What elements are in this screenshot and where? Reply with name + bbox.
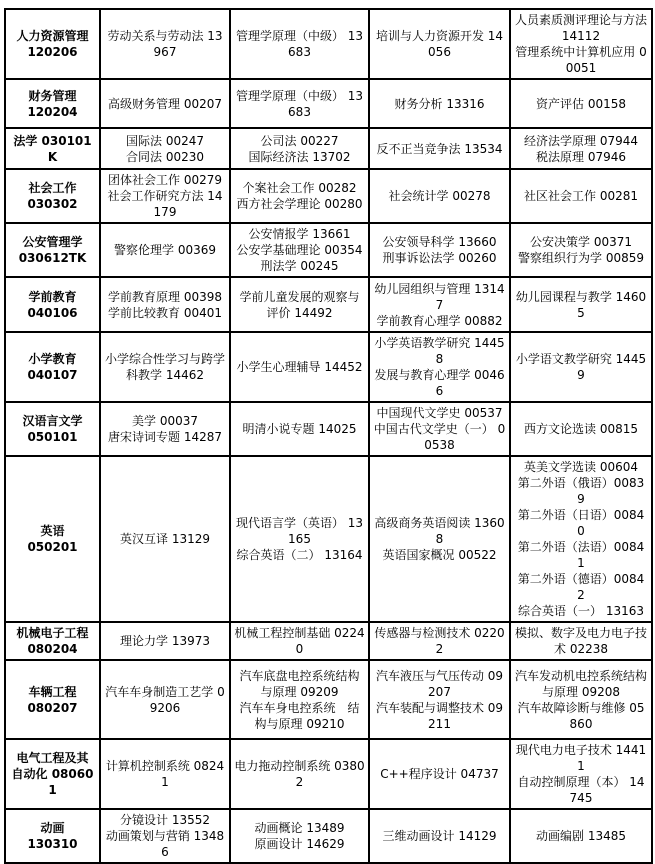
course-cell <box>369 9 510 79</box>
table-row <box>5 660 652 739</box>
course-cell <box>369 223 510 277</box>
course-cell <box>100 277 230 332</box>
course-entry: 动画编剧 13485 <box>536 829 626 843</box>
course-entry: 原画设计 14629 <box>254 837 345 851</box>
course-cell <box>100 79 230 128</box>
course-cell <box>230 402 369 456</box>
course-cell <box>510 332 652 402</box>
course-entry: 公安情报学 13661 <box>248 227 351 241</box>
course-entry: 公安学基础理论 00354 <box>236 243 363 257</box>
major-label-line: 电气工程及其 <box>16 751 89 765</box>
course-cell <box>369 456 510 622</box>
major-cell <box>5 809 100 863</box>
course-entry: 反不正当竞争法 13534 <box>376 141 503 156</box>
major-cell <box>5 9 100 79</box>
major-label-line: 050201 <box>27 540 78 554</box>
table-row <box>5 456 652 622</box>
major-cell <box>5 402 100 456</box>
course-cell <box>369 739 510 809</box>
table-row <box>5 128 652 169</box>
course-cell <box>230 622 369 660</box>
course-entry: 管理系统中计算机应用 00051 <box>515 45 647 75</box>
course-entry: 刑事诉讼法学 00260 <box>382 251 497 265</box>
course-entry: 机械工程控制基础 02240 <box>234 626 365 656</box>
course-entry: 计算机控制系统 08241 <box>105 759 225 789</box>
course-cell <box>100 223 230 277</box>
course-entry: 汽车故障诊断与维修 05860 <box>517 700 645 731</box>
course-entry: 幼儿园课程与教学 14605 <box>515 289 647 320</box>
exam-course-table-body <box>5 9 652 863</box>
course-cell <box>230 332 369 402</box>
course-entry: 税法原理 07946 <box>536 149 626 164</box>
major-cell <box>5 739 100 809</box>
major-cell <box>5 128 100 169</box>
course-entry: 现代语言学（英语） 13165 <box>235 516 364 546</box>
table-row <box>5 332 652 402</box>
course-entry: 学前教育原理 00398 <box>108 289 222 304</box>
course-entry: 资产评估 00158 <box>536 96 626 111</box>
course-entry: 自动控制原理（本） 14745 <box>517 775 645 805</box>
course-entry: 高级商务英语阅读 13608 <box>374 516 505 546</box>
course-cell <box>369 622 510 660</box>
course-entry: 中国古代文学史（一） 00538 <box>373 422 506 452</box>
course-entry: 汽车底盘电控系统结构与原理 09209 <box>239 668 360 699</box>
course-cell <box>369 169 510 223</box>
table-row <box>5 79 652 128</box>
course-entry: 合同法 00230 <box>126 149 204 164</box>
major-label-line: 英语 <box>40 524 65 538</box>
major-cell <box>5 223 100 277</box>
course-entry: 动画策划与营销 13486 <box>105 829 225 859</box>
course-cell <box>230 169 369 223</box>
course-entry: 幼儿园组织与管理 13147 <box>374 281 505 312</box>
course-cell <box>369 809 510 863</box>
course-entry: 国际法 00247 <box>126 133 204 148</box>
major-label-line: 040107 <box>27 368 78 382</box>
course-cell <box>100 660 230 739</box>
course-entry: 财务分析 13316 <box>394 96 485 111</box>
major-label-line: 学前教育 <box>28 289 77 304</box>
course-entry: 理论力学 13973 <box>120 634 210 648</box>
major-label-line: 自动化 080601 <box>11 767 94 797</box>
course-entry: 中国现代文学史 00537 <box>376 406 503 420</box>
table-row <box>5 277 652 332</box>
course-entry: 现代电力电子技术 14411 <box>515 743 647 773</box>
course-cell <box>230 223 369 277</box>
course-cell <box>510 223 652 277</box>
course-cell <box>369 277 510 332</box>
course-cell <box>100 739 230 809</box>
course-cell <box>510 128 652 169</box>
major-label-line: 人力资源管理 <box>16 29 89 43</box>
course-entry: 高级财务管理 00207 <box>108 96 222 111</box>
course-entry: 电力拖动控制系统 03802 <box>234 759 365 789</box>
major-label-line: 030302 <box>27 197 78 211</box>
course-entry: 传感器与检测技术 02202 <box>374 626 505 656</box>
course-entry: 警察组织行为学 00859 <box>518 251 644 265</box>
course-cell <box>510 660 652 739</box>
course-entry: 美学 00037 <box>132 414 198 428</box>
major-label-line: 080207 <box>27 700 78 715</box>
course-entry: 唐宋诗词专题 14287 <box>108 430 222 444</box>
major-label-line: 机械电子工程 <box>16 626 89 640</box>
course-cell <box>100 809 230 863</box>
course-entry: 团体社会工作 00279 <box>108 173 222 187</box>
course-cell <box>230 660 369 739</box>
major-label-line: 汉语言文学 <box>22 414 83 428</box>
course-entry: 第二外语（日语）00840 <box>517 508 645 538</box>
major-label-line: 动画 <box>40 821 65 835</box>
course-cell <box>230 79 369 128</box>
course-cell <box>510 622 652 660</box>
major-label-line: 130310 <box>27 837 78 851</box>
course-cell <box>100 456 230 622</box>
course-entry: 学前教育心理学 00882 <box>376 313 503 328</box>
course-entry: 汽车装配与调整技术 09211 <box>375 700 504 731</box>
major-label-line: 小学教育 <box>28 352 77 366</box>
course-cell <box>510 402 652 456</box>
course-entry: 社区社会工作 00281 <box>524 189 638 203</box>
course-entry: 明清小说专题 14025 <box>242 422 357 436</box>
course-cell <box>230 9 369 79</box>
table-row <box>5 169 652 223</box>
course-cell <box>100 128 230 169</box>
course-entry: 社会工作研究方法 14179 <box>107 189 223 219</box>
course-entry: 英汉互译 13129 <box>120 532 210 546</box>
major-label-line: 080204 <box>27 642 78 656</box>
course-cell <box>369 332 510 402</box>
course-entry: 小学英语教学研究 14458 <box>374 336 505 366</box>
table-row <box>5 223 652 277</box>
course-cell <box>100 9 230 79</box>
exam-course-table <box>4 8 653 864</box>
course-cell <box>230 277 369 332</box>
major-label-line: 社会工作 <box>28 181 77 195</box>
major-label-line: 120206 <box>27 45 78 59</box>
course-cell <box>230 809 369 863</box>
course-entry: 个案社会工作 00282 <box>242 181 357 195</box>
course-cell <box>369 128 510 169</box>
course-entry: 刑法学 00245 <box>260 259 339 273</box>
course-entry: 学前比较教育 00401 <box>108 305 222 320</box>
course-entry: 公安领导科学 13660 <box>382 235 497 249</box>
course-entry: 汽车发动机电控系统结构与原理 09208 <box>514 668 647 699</box>
course-entry: 社会统计学 00278 <box>388 189 491 203</box>
course-cell <box>100 169 230 223</box>
course-entry: 小学生心理辅导 14452 <box>236 360 363 374</box>
course-cell <box>100 332 230 402</box>
course-entry: 汽车车身制造工艺学 09206 <box>105 684 225 715</box>
course-cell <box>510 739 652 809</box>
course-cell <box>510 9 652 79</box>
table-row <box>5 809 652 863</box>
course-entry: 综合英语（二） 13164 <box>236 548 363 562</box>
course-entry: 第二外语（法语）00841 <box>517 540 645 570</box>
course-entry: 英美文学选读 00604 <box>524 460 638 474</box>
course-entry: 汽车液压与气压传动 09207 <box>375 668 504 699</box>
major-cell <box>5 456 100 622</box>
course-cell <box>510 79 652 128</box>
course-cell <box>100 622 230 660</box>
major-cell <box>5 169 100 223</box>
course-entry: 国际经济法 13702 <box>248 149 351 164</box>
course-entry: 管理学原理（中级） 13683 <box>235 29 364 59</box>
major-cell <box>5 332 100 402</box>
course-entry: 劳动关系与劳动法 13967 <box>107 29 223 59</box>
major-label-line: 公安管理学 <box>22 235 83 249</box>
course-entry: 警察伦理学 00369 <box>114 243 216 257</box>
course-cell <box>369 402 510 456</box>
major-cell <box>5 277 100 332</box>
course-cell <box>230 739 369 809</box>
course-entry: 动画概论 13489 <box>254 821 345 835</box>
major-label-line: 040106 <box>27 305 78 320</box>
table-row <box>5 622 652 660</box>
major-label-line: 法学 030101K <box>13 133 92 164</box>
course-entry: 公安决策学 00371 <box>530 235 632 249</box>
course-entry: 汽车车身电控系统 结构与原理 09210 <box>239 700 360 731</box>
course-entry: 小学综合性学习与跨学科教学 14462 <box>104 352 225 382</box>
major-label-line: 车辆工程 <box>28 684 77 699</box>
course-entry: 西方社会学理论 00280 <box>236 197 363 211</box>
table-row <box>5 9 652 79</box>
major-label-line: 120204 <box>27 104 78 119</box>
major-label-line: 050101 <box>27 430 78 444</box>
course-entry: 公司法 00227 <box>260 133 339 148</box>
course-entry: 综合英语（一） 13163 <box>518 604 644 618</box>
course-entry: 三维动画设计 14129 <box>382 829 497 843</box>
course-cell <box>230 128 369 169</box>
major-label-line: 030612TK <box>18 251 87 265</box>
course-cell <box>510 456 652 622</box>
major-label-line: 财务管理 <box>28 88 77 103</box>
course-cell <box>230 456 369 622</box>
course-cell <box>369 660 510 739</box>
course-entry: C++程序设计 04737 <box>380 767 499 781</box>
course-cell <box>100 402 230 456</box>
course-entry: 发展与教育心理学 00466 <box>374 368 505 398</box>
course-entry: 人员素质测评理论与方法 14112 <box>514 13 647 43</box>
course-entry: 英语国家概况 00522 <box>382 548 497 562</box>
major-cell <box>5 79 100 128</box>
course-entry: 学前儿童发展的观察与评价 14492 <box>239 289 360 320</box>
course-entry: 管理学原理（中级） 13683 <box>235 88 364 119</box>
course-entry: 西方文论选读 00815 <box>524 422 638 436</box>
table-row <box>5 402 652 456</box>
course-entry: 培训与人力资源开发 14056 <box>375 29 504 59</box>
course-cell <box>369 79 510 128</box>
course-cell <box>510 169 652 223</box>
table-row <box>5 739 652 809</box>
course-entry: 第二外语（俄语）00839 <box>517 476 645 506</box>
course-cell <box>510 809 652 863</box>
course-entry: 经济法学原理 07944 <box>524 133 638 148</box>
major-cell <box>5 660 100 739</box>
course-entry: 小学语文教学研究 14459 <box>515 352 647 382</box>
course-entry: 第二外语（德语）00842 <box>517 572 645 602</box>
major-cell <box>5 622 100 660</box>
course-entry: 分镜设计 13552 <box>120 813 210 827</box>
course-cell <box>510 277 652 332</box>
course-entry: 模拟、数字及电力电子技术 02238 <box>514 626 647 656</box>
